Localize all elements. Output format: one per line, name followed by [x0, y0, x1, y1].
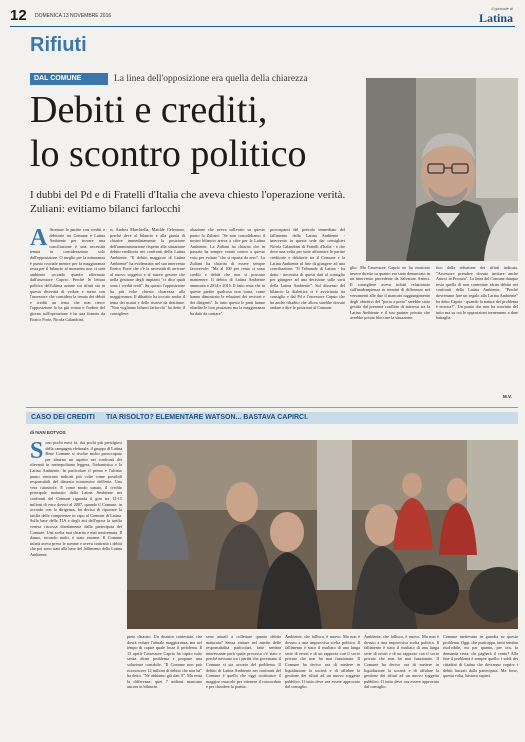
article1-kicker-text: La linea dell'opposizione era quella della chiarezza — [114, 74, 308, 84]
meeting-photo — [127, 440, 518, 629]
article2-drop-cap: S — [30, 440, 44, 464]
article2-kicker-text: TIA RISOLTO? ELEMENTARE WATSON... BASTAVA CAPIRCI. — [106, 414, 308, 421]
article1-byline: M.V. — [503, 394, 512, 399]
article2-col6-text: Comune mettevano in guardia su questo problema. Oggi, che purtroppo, tutto sembra risolvibile, mi par quanto, per ora, la domanda resta: chi pagherà il conto? Alla fine il problema è sempre quello: i soldi dei cittadini di Latina che dovranno coprire i debiti lasciati dalla partecipata. Ma forse, questa volta, bastava capirci. — [443, 634, 518, 679]
article2-col5-text: Ambiente, che fallisca, è nuovo. Ma non è dovuto a una improvvisa scelta politica. Il fallimento è stato il risultato di una lunga serie di errori e di un rapporto con il socio privato che non ha mai funzionato. Il Comune ha deciso ora di mettere in liquidazione la società e di affidare la gestione dei rifiuti ad un nuovo soggetto pubblico. Il tutto deve ora essere approvato dal consiglio. — [364, 634, 439, 690]
article1-col5-text: glio. Ma l'assessore Caprio ne ha mostrato invece diretto su quanto era stato denunciato in un intervento precedente da Salvatore Antoci. Il consigliere aveva infatti relazionato sull'inadempienza in termini di differenze nei versamenti alle due il mancato raggiungimento degli obiettivi del "porta a porta" sarebbe stato gestito dal presente conflitto di interessi tra la Latina Ambiente e il suo partner privato che avrebbe potuto bloccare la situazione. — [350, 265, 430, 321]
article1-col4-text: proccupanti del periodo immediato del fallimento della Latina Ambiente - intervento in questa sede dai consiglieri Nicola Calandrini di Fratelli d'Italia - e che deve una volta per tutte affrontare le partite creditorie e debitorie tra il Comune e la Latina Ambiente al fine di giungere ad una conciliazione. "Il Tribunale di Latina - ha detto - necessita di questi dati al consiglio per giungere ad una decisione sulle sorti della Latina Ambiente". Sul dissenso del bilancio la dialettica si è avvicinata tra consiglio e dal Pd e l'assessore Caprio che ha anche ribadito che allora sarebbe dovuto andare a dire le posizioni al Comune. — [270, 227, 345, 311]
article2-col1-text: ono pochi mesi fa, dai pochi più prestigiosi della campagna elettorale, il gruppo di Latina Bene Comune si rivolse molto preoccupato per almeno un aspetto nei confronti dei rilevanti in metropolitana leggera, l'urbanistica e la Latina Ambiente. In particolare il primo e l'ultimo punto venivano indicati più volte come possibili responsabili del dissesto economico dell'ente. Una vera catastrofe. E come modo sanato, il credito principale maturato dalla Latina Ambiente nei confronti del Comune riguarda il giro tra 12-15 milioni di euro dovuti al 2007, quando il Comune, in accordo con la dirigenza, ha deciso di riportare la tariffa delle competenze in capo al Comune di Latina. Sulla base della TIA e degli atti dell'epoca la tariffa veniva riscossa direttamente dalla partecipata del Comune. Una scelta mai chiarita e mai trasformata. Il danno, secondo molti, è stato enorme. Il Comune infatti aveva preso le somme e aveva contratto i debiti che poi sono stati alla base del fallimento della Latina Ambiente. — [30, 440, 122, 557]
article1-subhead: I dubbi del Pd e di Fratelli d'Italia che aveva chiesto l'operazione verità. Zuliani: evitiamo bilanci farlocchi — [30, 189, 346, 215]
article2-col3-text: seno attuali a collettare quanto debito maturato? Senza entrare nel merito delle responsabilità particolari, fatte sembra interessante però quale processo c'è stato e perché nessuno tra i partiti che governano il Comune si sia accorto del problema. Il debito di Latina Ambiente nei confronti del Comune è quello che oggi costituisce il maggior ostacolo per ottenere il concordato e per chiudere la partita. — [206, 634, 281, 690]
page-date: DOMENICA 13 NOVEMBRE 2016 — [35, 13, 112, 19]
meeting-photo-graphic — [127, 440, 518, 629]
politician-photo — [366, 78, 518, 261]
paper-tagline: Il giornale di — [491, 6, 513, 11]
article2-column-6 — [443, 634, 518, 730]
paper-logo: Latina — [478, 11, 513, 25]
article2-col4-text: Ambiente, che fallisca, è nuovo. Ma non è dovuto a una improvvisa scelta politica. Il fallimento è stato il risultato di una lunga serie di errori e di un rapporto con il socio privato che non ha mai funzionato. Il Comune ha deciso ora di mettere in liquidazione la società e di affidare la gestione dei rifiuti ad un nuovo soggetto pubblico. Il tutto deve ora essere approvato dal consiglio. — [285, 634, 360, 690]
section-label: Rifiuti — [30, 34, 87, 56]
article1-col3-text: obazione che aveva sollevato su questo punto la Zuliani: "Se non consolidiamo il nostro bilancio arriva a cifre per la Latina Ambiente. La Zuliani ha chiarito che in passato ha sempre votato contro a questo voto per evitare "che si riparta da zero". La Zuliani ha chiarito di essere sempre favorevole: "Ma al 100 per cento ci sono crediti e debiti che non si possono mantenere. Il debito di Latina Ambiente ammonta a 2014 e 2015. Il fatto resta che in queste partite qualcosa non torna, come hanno dimostrato le relazioni dei revisori e dei dirigenti". In tutto questo le parti hanno ribadito le loro posizioni ma la maggioranza ha dato da contare". — [190, 227, 265, 316]
article2-column-3 — [206, 634, 281, 730]
article1-column-3 — [190, 227, 265, 403]
article2-byline: di IVAN EOTVOS — [30, 430, 66, 435]
article1-column-4 — [270, 227, 345, 403]
article1-col2-text: ri, Andrea Marchiella, Matilde Celentano, perché deve al bilancio e alla giunta di chiarire immediatamente la posizione dell'amministrazione rispetto alla situazione debito-creditoria nei confronti della Latina Ambiente. "Il debito maggiore di Latina Ambiente" ha evidenziato nel suo intervento Enrico Forte che c'è la necessità di arrivare al nuovo soggetto e al nuovo gestore che nella gestione degli impianti "ci dica quali sono i crediti reali". Su questo l'opposizione ha più volte chiesto chiarezza alla maggioranza. Il dibattito ha toccato anche il tema dei mutui e delle risorse da destinare. "Non vogliamo bilanci farlocchi" ha detto il consigliere. — [110, 227, 185, 316]
article2-column-5 — [364, 634, 439, 730]
politician-photo-graphic — [366, 78, 518, 261]
page-header — [10, 6, 515, 27]
page-number: 12 — [10, 7, 27, 24]
article1-column-2 — [110, 227, 185, 403]
article2-column-1 — [30, 440, 122, 730]
article1-headline-2: lo scontro politico — [30, 133, 307, 175]
article1-column-1 — [30, 227, 105, 403]
article1-kicker: DAL COMUNE — [34, 75, 82, 82]
article1-headline-1: Debiti e crediti, — [30, 89, 268, 131]
article1-kicker-box — [30, 73, 108, 85]
article2-column-4 — [285, 634, 360, 730]
article1-col1-text: ffrontare le partite con crediti e debitorie tra Comune e Latina Ambiente per trovare una conciliazione è una necessità tenuta in considerazione solo dall'opposizione. O meglio per la minoranza è punto cruciale mentre per la maggioranza resta per il bilancio al momento non ci sarà ambiente secondo quanto affermato dall'assessore Caprio. Perché la lettura politica dell'ultima azione sui rifiuti sta in questa diversità di vedute e meno con l'assessore che considera la tenuta dei debiti e crediti un tema che non riesce l'opposizione lo ha già votato e l'ordine del giorno sull'operazione è ha una firmato da Enrico Forte, Nicola Calandrini, — [30, 227, 105, 322]
section-divider — [26, 407, 518, 408]
article2-col2-text: pieto disastro. Un disastro contestato, che dovrà evitare l'attuale maggioranza, ma nel tempo di capire quale fosse il problema. Il 15 aprile l'assessore Caprio ha capito tutto senza alcun problema e propone una soluzione contabile. "Il Comune non può riconoscere 12 milioni di debito che non ha" ha detto. "Ne abbiamo già dati 5". Ma resta la differenza: quei 7 milioni mancano ancora in bilancio. — [127, 634, 202, 690]
article2-column-2 — [127, 634, 202, 730]
article1-column-5 — [350, 265, 430, 403]
article1-column-6 — [436, 265, 518, 393]
article1-col6-text: fico dalla riduzione dei rifiuti indicata. "Assessore prendere dovuto invitare anche Antoci in Procura". La linea del Comune dunque resta quella di non contestare alcun debito nei confronti della Latina Ambiente. "Perché dovremmo fare un regalo alla Latina Ambiente" ha detto Caprio - quando la natura del problema è tecnica?". Un punto che non ha convinto del tutto ma su cui le opposizioni torneranno a dare battaglia. — [436, 265, 518, 321]
article2-kicker-bar — [26, 412, 518, 424]
article2-kicker: CASO DEI CREDITI — [31, 414, 95, 421]
article1-drop-cap: A — [30, 227, 48, 251]
